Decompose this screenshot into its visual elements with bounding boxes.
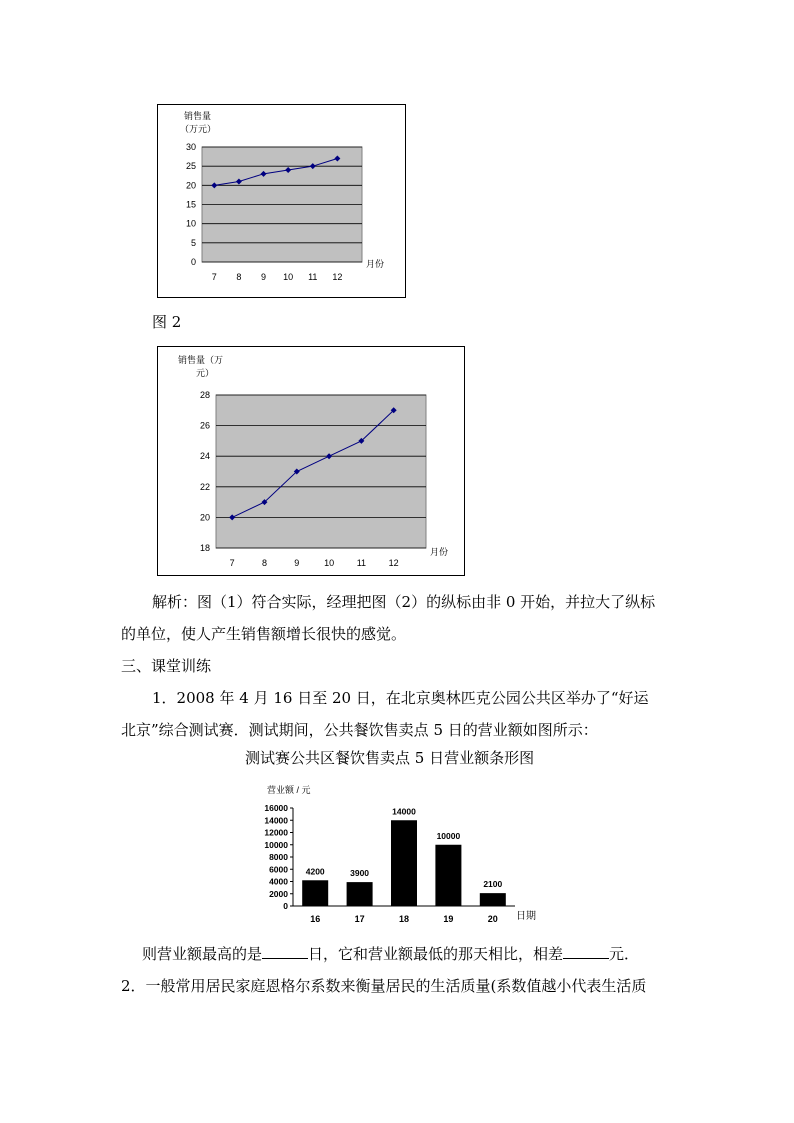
figure-3-y-tick-label: 8000	[269, 852, 288, 862]
figure-1-chart	[158, 105, 405, 297]
figure-3-y-tick-label: 2000	[269, 888, 288, 899]
answer-blank-1[interactable]	[262, 944, 308, 959]
figure-3-y-tick-label: 4000	[269, 876, 288, 887]
figure-1-x-tick-label: 9	[261, 272, 267, 282]
figure-1-y-tick-label: 25	[185, 161, 196, 172]
figure-2-plot-area	[216, 395, 426, 548]
figure-3-ylabel: 营业额 / 元	[267, 785, 311, 795]
figure-1-x-tick-label: 10	[283, 272, 294, 282]
figure-1-ylabel-line1: 销售量	[184, 111, 212, 121]
figure-1-x-tick-label: 11	[308, 272, 318, 282]
analysis-line-2: 的单位，使人产生销售额增长很快的感觉。	[121, 625, 407, 643]
figure-3-data-label: 10000	[436, 830, 461, 841]
figure-3-bar	[347, 882, 373, 906]
figure-3-x-tick-label: 16	[310, 914, 321, 924]
figure-2-x-tick-label: 11	[356, 558, 367, 568]
figure-3-data-label: 3900	[350, 868, 370, 879]
figure-3-chart	[235, 780, 545, 930]
fill-text-part-3: 元．	[609, 945, 640, 963]
figure-3-data-label: 4200	[305, 866, 325, 877]
figure-3-xlabel: 日期	[516, 911, 536, 922]
figure-2-x-tick-label: 7	[229, 558, 235, 568]
figure-2-x-tick-label: 12	[388, 558, 399, 568]
figure-3-x-tick-label: 18	[398, 914, 410, 924]
figure-1-xlabel: 月份	[366, 259, 385, 269]
figure-2-x-tick-label: 10	[324, 558, 335, 568]
figure-3-y-tick-label: 16000	[264, 803, 288, 813]
figure-3-y-tick-label: 0	[283, 901, 288, 911]
figure-3-data-label: 14000	[392, 806, 416, 817]
figure-2-chart	[158, 347, 464, 575]
figure-1	[157, 104, 406, 298]
figure-1-y-tick-label: 10	[185, 218, 196, 229]
figure-3-data-label: 2100	[483, 879, 503, 890]
figure-2-caption: 图 2	[152, 313, 182, 331]
analysis-line-1: 解析：图（1）符合实际，经理把图（2）的纵标由非 0 开始，并拉大了纵标	[152, 593, 656, 611]
question-1-line-1: 1．2008 年 4 月 16 日至 20 日，在北京奥林匹克公园公共区举办了“好运	[152, 689, 649, 707]
figure-3-y-tick-label: 12000	[264, 827, 288, 838]
figure-2-xlabel: 月份	[430, 547, 449, 557]
figure-2-y-tick-label: 20	[199, 512, 210, 523]
figure-2	[157, 346, 465, 576]
figure-1-x-tick-label: 7	[211, 272, 217, 282]
figure-2-y-tick-label: 18	[199, 543, 210, 553]
figure-1-y-tick-label: 0	[190, 257, 196, 267]
figure-1-x-tick-label: 12	[332, 272, 343, 282]
fill-text-part-2: 日，它和营业额最低的那天相比，相差	[308, 945, 564, 963]
figure-1-y-tick-label: 15	[185, 199, 196, 210]
figure-3-bar	[480, 893, 506, 906]
figure-3-bar	[435, 845, 461, 906]
figure-3-x-tick-label: 19	[443, 914, 454, 924]
figure-3-y-tick-label: 14000	[264, 815, 288, 826]
figure-3-y-tick-label: 6000	[269, 864, 288, 875]
figure-2-y-tick-label: 26	[199, 420, 210, 431]
question-2-line-1: 2．一般常用居民家庭恩格尔系数来衡量居民的生活质量(系数值越小代表生活质	[121, 977, 647, 995]
figure-3-y-tick-label: 10000	[264, 839, 288, 850]
figure-3-bar	[391, 820, 417, 906]
figure-1-y-tick-label: 5	[190, 237, 196, 248]
figure-2-x-tick-label: 9	[294, 558, 300, 568]
figure-1-y-tick-label: 20	[185, 180, 196, 191]
answer-blank-2[interactable]	[563, 944, 609, 959]
figure-2-y-tick-label: 22	[199, 481, 210, 492]
figure-2-x-tick-label: 8	[261, 558, 267, 568]
figure-2-y-tick-label: 28	[199, 390, 210, 400]
section-title: 三、课堂训练	[121, 657, 212, 675]
question-1-line-2: 北京”综合测试赛．测试期间，公共餐饮售卖点 5 日的营业额如图所示：	[121, 721, 598, 739]
figure-2-ylabel-line2: 元）	[196, 368, 215, 378]
figure-1-ylabel-line2: （万元）	[180, 124, 217, 134]
figure-1-x-tick-label: 8	[236, 272, 242, 282]
figure-3-x-tick-label: 17	[354, 914, 365, 924]
figure-3-bar	[302, 880, 328, 906]
figure-2-y-tick-label: 24	[199, 451, 210, 462]
figure-1-y-tick-label: 30	[185, 142, 196, 152]
fill-text-part-1: 则营业额最高的是	[142, 945, 263, 963]
question-1-fill	[142, 944, 639, 964]
figure-3-title: 测试赛公共区餐饮售卖点 5 日营业额条形图	[245, 749, 535, 767]
figure-2-ylabel-line1: 销售量（万	[178, 355, 224, 365]
figure-3-x-tick-label: 20	[487, 914, 498, 924]
